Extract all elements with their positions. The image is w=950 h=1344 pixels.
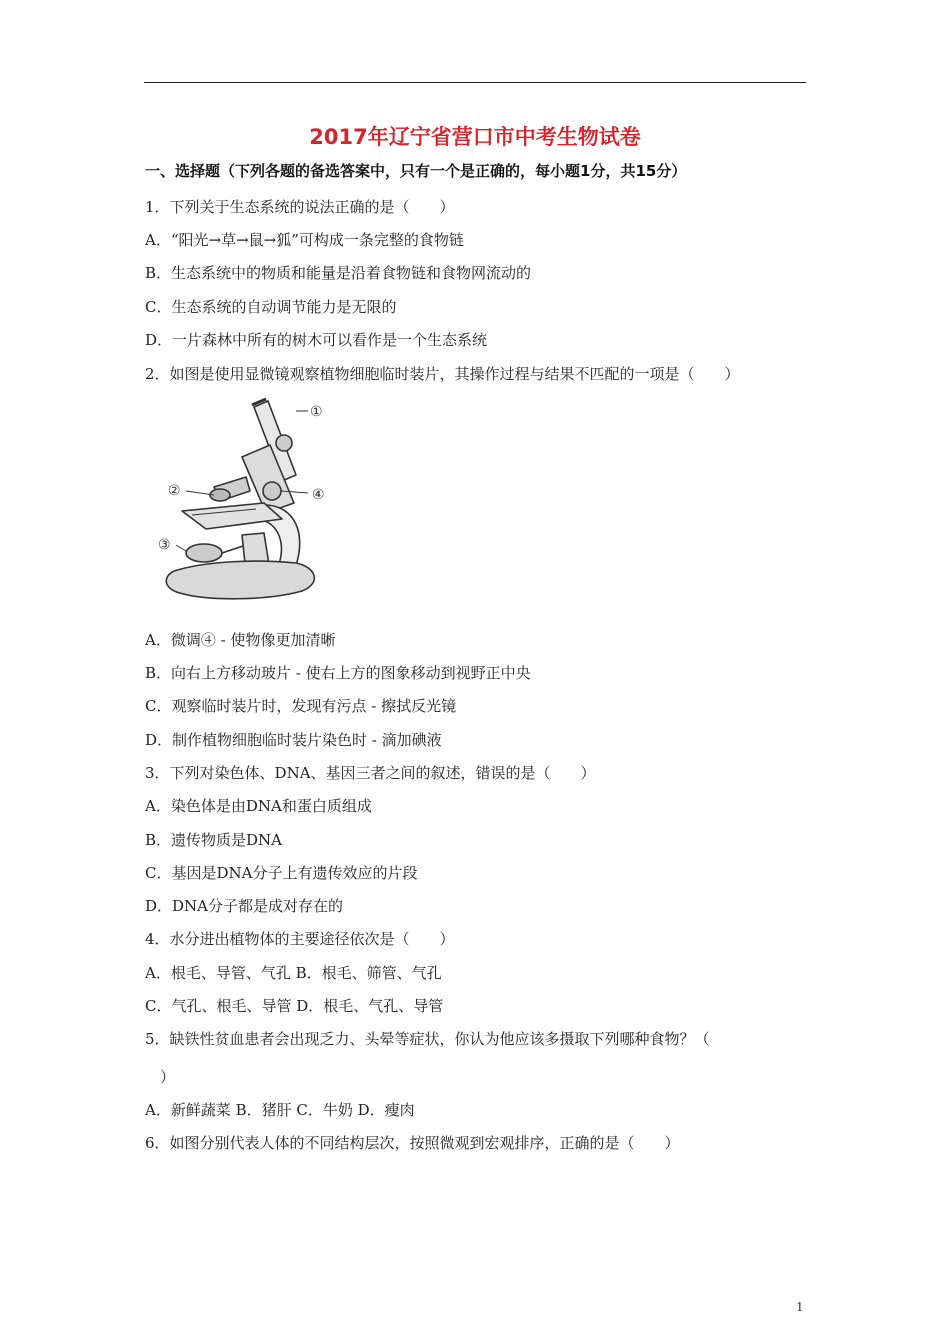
figure-label-3: ③ [158, 537, 171, 553]
figure-label-2: ② [168, 483, 181, 499]
option-1a: A．“阳光→草→鼠→狐”可构成一条完整的食物链 [145, 231, 464, 249]
option-2a: A．微调④ - 使物像更加清晰 [145, 631, 336, 649]
question-3: 3．下列对染色体、DNA、基因三者之间的叙述，错误的是（ ） [145, 764, 596, 782]
question-5-continuation: ） [160, 1068, 176, 1086]
option-1c: C．生态系统的自动调节能力是无限的 [145, 298, 397, 316]
option-1d: D．一片森林中所有的树木可以看作是一个生态系统 [145, 331, 488, 349]
page-number: 1 [796, 1300, 804, 1314]
section-heading: 一、选择题（下列各题的备选答案中，只有一个是正确的，每小题1分，共15分） [145, 162, 687, 180]
options-5: A．新鲜蔬菜 B．猪肝 C．牛奶 D．瘦肉 [145, 1101, 415, 1119]
option-3b: B．遗传物质是DNA [145, 831, 283, 849]
option-1b: B．生态系统中的物质和能量是沿着食物链和食物网流动的 [145, 264, 532, 282]
options-4ab: A．根毛、导管、气孔 B．根毛、筛管、气孔 [145, 964, 442, 982]
option-3a: A．染色体是由DNA和蛋白质组成 [145, 797, 372, 815]
figure-label-4: ④ [312, 487, 325, 503]
question-4: 4．水分进出植物体的主要途径依次是（ ） [145, 930, 455, 948]
options-4cd: C．气孔、根毛、导管 D．根毛、气孔、导管 [145, 997, 444, 1015]
question-6: 6．如图分别代表人体的不同结构层次，按照微观到宏观排序，正确的是（ ） [145, 1134, 680, 1152]
question-1: 1．下列关于生态系统的说法正确的是（ ） [145, 198, 455, 216]
option-2d: D．制作植物细胞临时装片染色时 - 滴加碘液 [145, 731, 442, 749]
header-rule [144, 82, 806, 83]
figure-label-1: ① [310, 404, 323, 420]
question-2: 2．如图是使用显微镜观察植物细胞临时装片，其操作过程与结果不匹配的一项是（ ） [145, 365, 740, 383]
microscope-icon [146, 395, 346, 610]
option-3d: D．DNA分子都是成对存在的 [145, 897, 344, 915]
option-3c: C．基因是DNA分子上有遗传效应的片段 [145, 864, 418, 882]
question-5: 5．缺铁性贫血患者会出现乏力、头晕等症状，你认为他应该多摄取下列哪种食物？（ [145, 1030, 710, 1048]
option-2b: B．向右上方移动玻片 - 使右上方的图象移动到视野正中央 [145, 664, 531, 682]
page-title: 2017年辽宁省营口市中考生物试卷 [309, 125, 641, 149]
option-2c: C．观察临时装片时，发现有污点 - 擦拭反光镜 [145, 697, 457, 715]
